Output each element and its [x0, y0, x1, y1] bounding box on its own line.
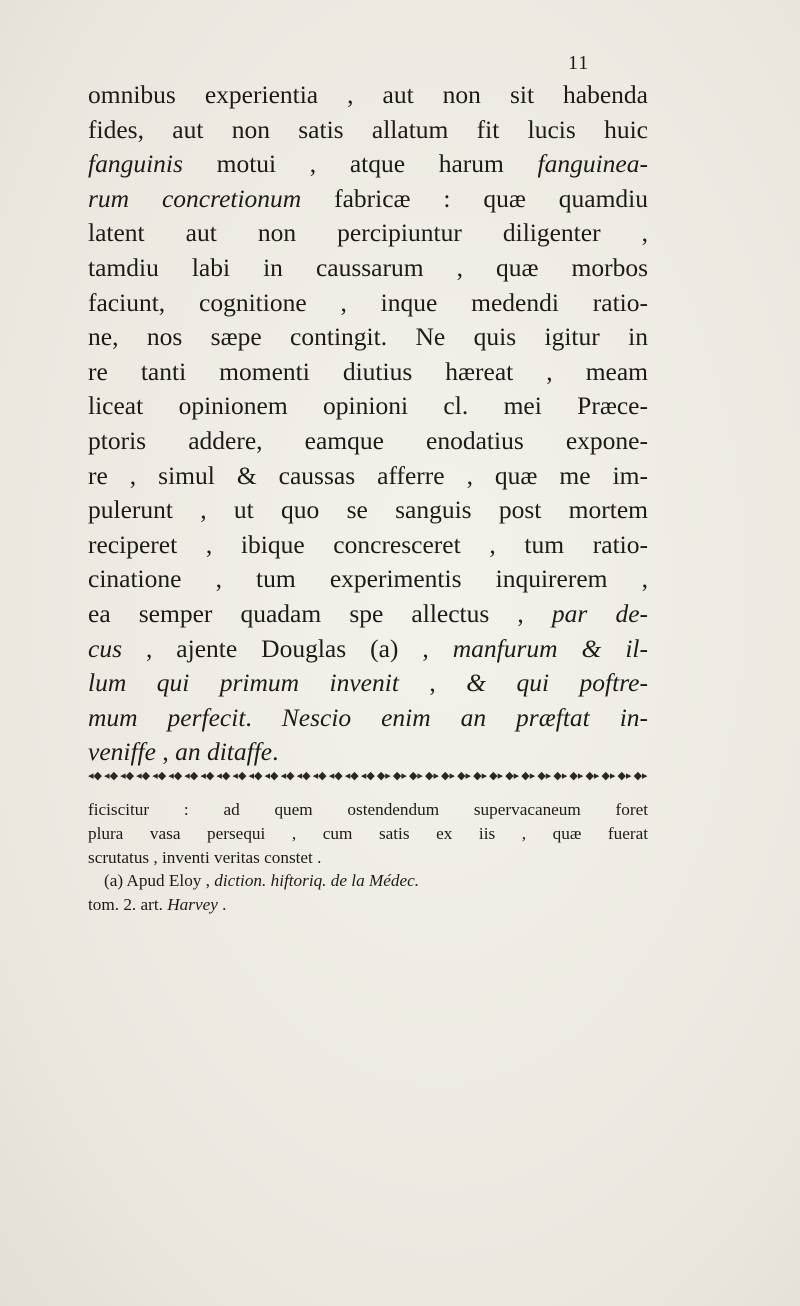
text-run: fabricæ : quæ quamdiu: [301, 183, 649, 213]
italic-run: cus: [88, 633, 122, 663]
ornament-glyph: ◆▸: [376, 768, 391, 782]
ornament-glyph: ◂◆: [232, 768, 247, 782]
text-run: pulerunt , ut quo se sanguis post mortem: [88, 495, 648, 525]
text-line: [88, 701, 648, 736]
italic-run: manfurum & il-: [452, 633, 648, 663]
ornament-glyph: ◆▸: [601, 768, 616, 782]
ornament-glyph: ◆▸: [633, 768, 648, 782]
ornament-glyph: ◂◆: [280, 768, 295, 782]
text-run: ,: [155, 737, 176, 767]
ornament-glyph: ◂◆: [344, 768, 359, 782]
text-line: [88, 286, 648, 321]
main-text-block: [88, 78, 648, 770]
ornament-glyph: ◆▸: [617, 768, 632, 782]
ornament-glyph: ◆▸: [457, 768, 472, 782]
ornament-glyph: ◂◆: [296, 768, 311, 782]
ornament-glyph: ◂◆: [360, 768, 375, 782]
ornament-glyph: ◆▸: [569, 768, 584, 782]
text-run: ea semper quadam spe allectus ,: [88, 598, 552, 628]
italic-run: an ditaffe: [175, 737, 273, 767]
italic-run: mum perfecit: [88, 702, 246, 732]
italic-run: Harvey: [167, 895, 218, 915]
ornament-glyph: ◆▸: [441, 768, 456, 782]
text-run: .: [217, 895, 227, 915]
text-line: [88, 597, 648, 632]
text-run: cinatione , tum experimentis inquirerem ,: [88, 564, 648, 594]
italic-run: rum concretionum: [88, 183, 302, 213]
text-line: [88, 78, 648, 113]
ornament-glyph: ◂◆: [200, 768, 215, 782]
text-run: re tanti momenti diutius hæreat , meam: [88, 356, 648, 386]
ornament-glyph: ◂◆: [264, 768, 279, 782]
ornament-glyph: ◂◆: [104, 768, 119, 782]
italic-run: diction. hiftoriq. de la Médec.: [214, 871, 420, 891]
text-run: faciunt, cognitione , inque medendi ratio-: [88, 287, 648, 317]
ornament-glyph: ◆▸: [521, 768, 536, 782]
text-run: ptoris addere, eamque enodatius expone-: [88, 425, 648, 455]
ornament-glyph: ◂◆: [88, 768, 102, 782]
ornament-glyph: ◆▸: [473, 768, 488, 782]
text-run: ficiscitur : ad quem ostendendum supervacaneum foret: [88, 800, 648, 819]
text-run: ,: [398, 668, 467, 698]
text-run: fides, aut non satis allatum fit lucis huic: [88, 114, 648, 144]
text-run: ne, nos sæpe contingit. Ne quis igitur in: [88, 322, 648, 352]
footnote-line: [88, 893, 648, 917]
text-line: [88, 493, 648, 528]
footnote-line: [88, 798, 648, 822]
text-run: tamdiu labi in caussarum , quæ morbos: [88, 252, 648, 282]
ornamental-divider: [88, 767, 648, 783]
ornament-glyph: ◂◆: [120, 768, 135, 782]
text-line: [88, 528, 648, 563]
text-run: , ajente Douglas (a) ,: [122, 633, 453, 663]
italic-run: fanguinea-: [537, 149, 648, 179]
text-line: [88, 735, 648, 770]
text-line: [88, 632, 648, 667]
italic-run: par de-: [551, 598, 648, 628]
ornament-glyph: ◂◆: [328, 768, 343, 782]
ornament-glyph: ◂◆: [168, 768, 183, 782]
ornament-glyph: ◆▸: [408, 768, 423, 782]
footnote-block: [88, 798, 648, 917]
text-run: plura vasa persequi , cum satis ex iis , quæ fuerat: [88, 823, 648, 843]
ornament-glyph: ◂◆: [312, 768, 327, 782]
text-run: reciperet , ibique concresceret , tum ratio-: [88, 529, 648, 559]
page-number: 11: [568, 52, 590, 74]
ornament-glyph: ◆▸: [537, 768, 552, 782]
ornament-glyph: ◆▸: [553, 768, 568, 782]
text-run: scrutatus , inventi veritas constet .: [88, 847, 322, 867]
italic-run: lum qui primum invenit: [88, 668, 399, 698]
text-line: [88, 251, 648, 286]
text-line: [88, 320, 648, 355]
text-line: [88, 459, 648, 494]
text-run: .: [245, 702, 282, 732]
text-line: [88, 147, 648, 182]
text-run: omnibus experientia , aut non sit habenda: [88, 80, 648, 109]
footnote-line: [88, 846, 648, 870]
text-line: [88, 562, 648, 597]
text-run: latent aut non percipiuntur diligenter ,: [88, 218, 648, 248]
italic-run: fanguinis: [88, 149, 183, 179]
italic-run: Nescio enim an præftat in-: [281, 702, 649, 732]
text-line: [88, 182, 648, 217]
italic-run: veniffe: [88, 737, 156, 767]
text-line: [88, 355, 648, 390]
italic-run: & qui poftre-: [466, 668, 648, 698]
ornament-glyph: ◆▸: [392, 768, 407, 782]
text-run: liceat opinionem opinioni cl. mei Præce-: [88, 391, 648, 421]
text-line: [88, 216, 648, 251]
text-line: [88, 113, 648, 148]
footnote-line: [88, 869, 648, 893]
ornament-glyph: ◂◆: [136, 768, 151, 782]
text-run: (a) Apud Eloy ,: [104, 871, 215, 891]
ornament-glyph: ◆▸: [489, 768, 504, 782]
ornament-glyph: ◂◆: [184, 768, 199, 782]
ornament-glyph: ◂◆: [248, 768, 263, 782]
ornament-glyph: ◂◆: [152, 768, 167, 782]
text-run: re , simul & caussas afferre , quæ me im-: [88, 460, 648, 490]
ornament-glyph: ◆▸: [424, 768, 439, 782]
ornament-glyph: ◂◆: [216, 768, 231, 782]
ornament-glyph: ◆▸: [585, 768, 600, 782]
footnote-line: [88, 822, 648, 846]
text-line: [88, 666, 648, 701]
ornament-glyph: ◆▸: [505, 768, 520, 782]
text-run: motui , atque harum: [182, 149, 538, 179]
text-run: .: [272, 737, 279, 767]
text-line: [88, 389, 648, 424]
text-line: [88, 424, 648, 459]
text-run: tom. 2. art.: [88, 895, 168, 915]
